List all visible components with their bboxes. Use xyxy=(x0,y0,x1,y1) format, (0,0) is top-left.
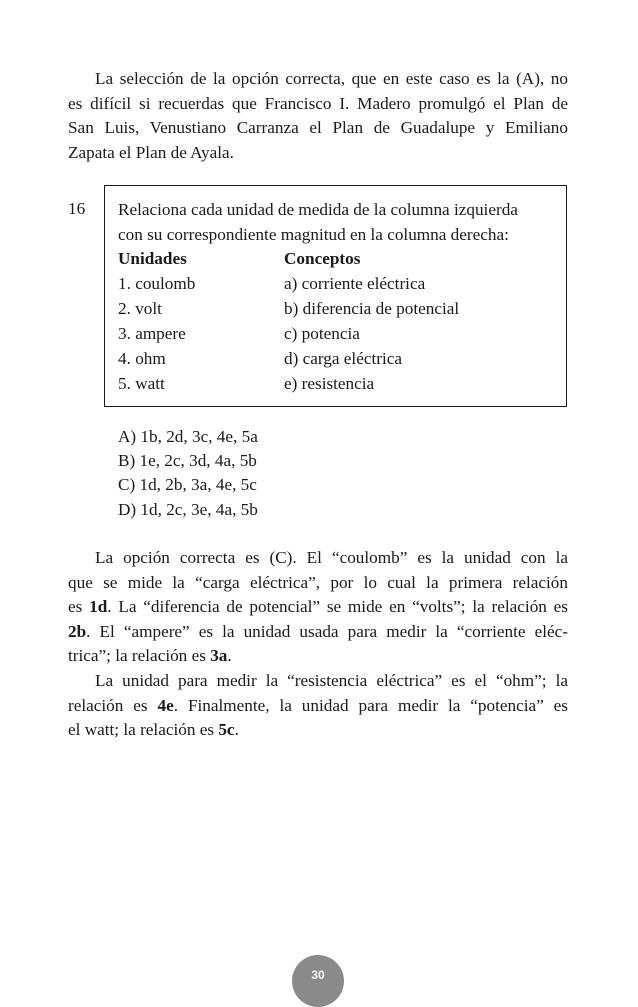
answer-line: relación es 4e. Finalmente, la unidad para medir la “potencia” es xyxy=(68,695,568,715)
answer-option: C) 1d, 2b, 3a, 4e, 5c xyxy=(118,475,257,495)
concepts-column xyxy=(284,246,564,396)
unit-item: 3. ampere xyxy=(118,324,186,343)
question-line: Relaciona cada unidad de medida de la columna izquierda xyxy=(118,200,518,219)
intro-line: La selección de la opción correcta, que en este caso es la (A), no xyxy=(95,69,568,88)
answer-line: La opción correcta es (C). El “coulomb” es la unidad con la xyxy=(95,548,568,567)
intro-line: San Luis, Venustiano Carranza el Plan de Guadalupe y Emiliano xyxy=(68,118,568,138)
answer-line: que se mide la “carga eléctrica”, por lo cual la primera relación xyxy=(68,572,568,592)
unit-item: 4. ohm xyxy=(118,349,166,368)
intro-paragraph xyxy=(68,67,568,165)
question-statement xyxy=(118,198,558,247)
units-header: Unidades xyxy=(118,249,187,268)
answer-option: D) 1d, 2c, 3e, 4a, 5b xyxy=(118,499,258,519)
bold-answer: 4e xyxy=(157,695,174,715)
bold-answer: 3a xyxy=(210,646,228,666)
concept-item: a) corriente eléctrica xyxy=(284,274,426,293)
answer-line: el watt; la relación es 5c. xyxy=(68,720,239,740)
bold-answer: 2b xyxy=(68,621,87,641)
answer-paragraph xyxy=(68,546,568,743)
answer-line: trica”; la relación es 3a. xyxy=(68,646,232,666)
bold-answer: 1d xyxy=(89,597,108,617)
unit-item: 1. coulomb xyxy=(118,274,196,293)
question-number: 16 xyxy=(68,199,86,218)
answer-options xyxy=(118,425,258,522)
unit-item: 2. volt xyxy=(118,299,162,318)
concept-item: c) potencia xyxy=(284,324,360,343)
unit-item: 5. watt xyxy=(118,374,165,393)
answer-line: 2b. El “ampere” es la unidad usada para medir la “corriente eléc- xyxy=(68,621,568,641)
page-number: 30 xyxy=(292,955,344,1007)
question-line: con su correspondiente magnitud en la columna derecha: xyxy=(118,224,509,244)
concept-item: d) carga eléctrica xyxy=(284,349,402,368)
answer-option: B) 1e, 2c, 3d, 4a, 5b xyxy=(118,451,257,471)
concept-item: e) resistencia xyxy=(284,374,375,393)
concept-item: b) diferencia de potencial xyxy=(284,299,460,318)
intro-line: Zapata el Plan de Ayala. xyxy=(68,142,234,162)
units-column xyxy=(118,246,284,396)
bold-answer: 5c xyxy=(218,720,235,740)
answer-line: es 1d. La “diferencia de potencial” se mide en “volts”; la relación es xyxy=(68,597,568,617)
answer-option: A) 1b, 2d, 3c, 4e, 5a xyxy=(118,427,258,446)
intro-line: es difícil si recuerdas que Francisco I. Madero promulgó el Plan de xyxy=(68,93,568,113)
answer-line: La unidad para medir la “resistencia eléctrica” es el “ohm”; la xyxy=(95,670,568,690)
concepts-header: Conceptos xyxy=(284,249,361,268)
